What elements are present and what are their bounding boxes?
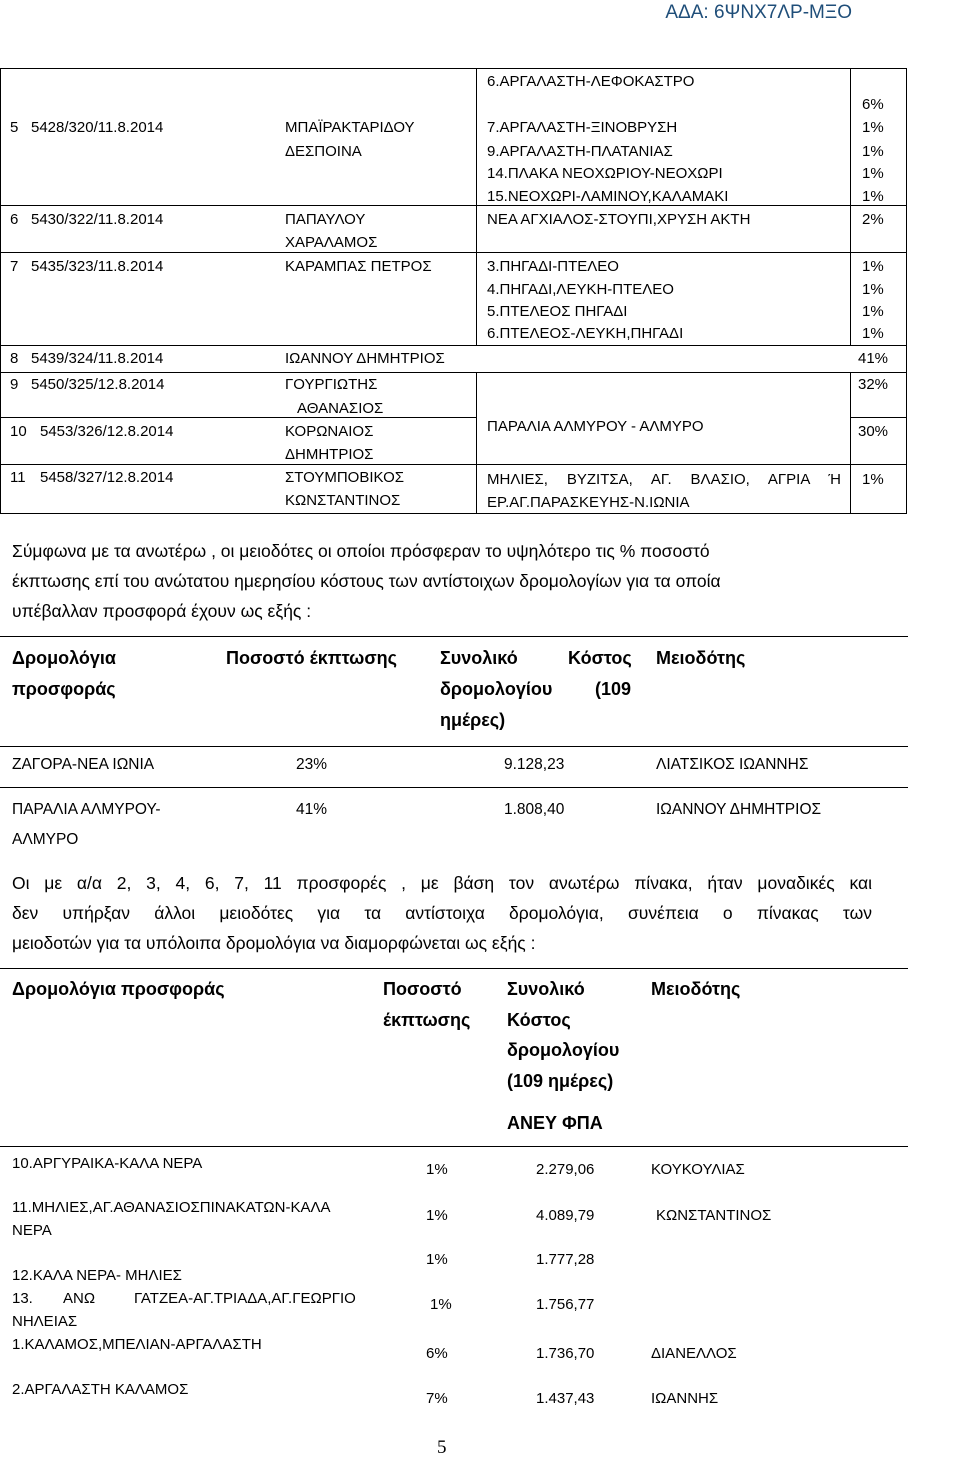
paragraph-line: έκπτωσης επί του ανώτατου ημερησίου κόστους των αντίστοιχων δρομολογίων για τα οποία: [12, 571, 721, 591]
column-header: ημέρες): [440, 710, 506, 730]
contractor-name: ΔΕΣΠΟΙΝΑ: [285, 143, 362, 160]
route-name: 3.ΠΗΓΑΔΙ-ΠΤΕΛΕΟ: [487, 258, 619, 275]
contractor-name: ΔΙΑΝΕΛΛΟΣ: [651, 1345, 737, 1362]
table-border: [906, 68, 907, 514]
discount-percent: 41%: [296, 801, 328, 818]
protocol-number: 5430/322/11.8.2014: [31, 211, 164, 228]
discount-percent: 1%: [426, 1251, 448, 1268]
route-name: ΠΑΡΑΛΙΑ ΑΛΜΥΡΟΥ - ΑΛΜΥΡΟ: [487, 418, 704, 435]
column-header: Κόστος: [507, 1010, 571, 1030]
row-number: 5: [10, 119, 19, 136]
route-name: ΜΗΛΙΕΣ, ΒΥΖΙΤΣΑ, ΑΓ. ΒΛΑΣΙΟ, ΑΓΡΙΑ Ή: [487, 471, 841, 488]
row-number: 10: [10, 423, 27, 440]
route-name: 4.ΠΗΓΑΔΙ,ΛΕΥΚΗ-ΠΤΕΛΕΟ: [487, 281, 674, 298]
column-header: Συνολικό: [507, 979, 585, 999]
page-number: 5: [437, 1437, 447, 1458]
table-border: [0, 252, 907, 253]
discount-percent: 1%: [862, 143, 884, 160]
contractor-name: ΚΩΝΣΤΑΝΤΙΝΟΣ: [656, 1207, 772, 1224]
route-name: ΝΕΑ ΑΓΧΙΑΛΟΣ-ΣΤΟΥΠΙ,ΧΡΥΣΗ ΑΚΤΗ: [487, 211, 751, 228]
protocol-number: 5458/327/12.8.2014: [40, 469, 174, 486]
discount-percent: 1%: [862, 325, 884, 342]
discount-percent: 23%: [296, 756, 328, 773]
total-cost: 1.736,70: [536, 1345, 595, 1362]
column-header: Συνολικό: [440, 648, 518, 668]
contractor-name: ΚΑΡΑΜΠΑΣ ΠΕΤΡΟΣ: [285, 258, 432, 275]
column-header: (109 ημέρες): [507, 1071, 614, 1091]
contractor-name: ΔΗΜΗΤΡΙΟΣ: [285, 446, 374, 463]
paragraph-line: Σύμφωνα με τα ανωτέρω , οι μειοδότες οι οποίοι πρόσφεραν το υψηλότερο τις % ποσοστό: [12, 541, 710, 561]
discount-percent: 7%: [426, 1390, 448, 1407]
column-header: (109: [595, 679, 632, 699]
protocol-number: 5453/326/12.8.2014: [40, 423, 174, 440]
discount-percent: 1%: [862, 188, 884, 205]
column-header: έκπτωσης: [383, 1010, 471, 1030]
route-name: ΝΗΛΕΙΑΣ: [12, 1313, 78, 1330]
route-name: 1.ΚΑΛΑΜΟΣ,ΜΠΕΛΙΑΝ-ΑΡΓΑΛΑΣΤΗ: [12, 1336, 262, 1353]
row-number: 9: [10, 376, 19, 393]
route-name: 12.ΚΑΛΑ ΝΕΡΑ- ΜΗΛΙΕΣ: [12, 1267, 182, 1284]
total-cost: 4.089,79: [536, 1207, 595, 1224]
discount-percent: 1%: [862, 119, 884, 136]
table-border: [0, 345, 907, 346]
column-header: Ποσοστό έκπτωσης: [226, 648, 397, 668]
contractor-name: ΙΩΑΝΝΗΣ: [651, 1390, 719, 1407]
total-cost: 1.756,77: [536, 1296, 595, 1313]
discount-percent: 1%: [862, 471, 884, 488]
discount-percent: 6%: [426, 1345, 448, 1362]
route-name: 2.ΑΡΓΑΛΑΣΤΗ ΚΑΛΑΜΟΣ: [12, 1381, 189, 1398]
route-name: 10.ΑΡΓΥΡΑΙΚΑ-ΚΑΛΑ ΝΕΡΑ: [12, 1155, 203, 1172]
route-name: 7.ΑΡΓΑΛΑΣΤΗ-ΞΙΝΟΒΡΥΣΗ: [487, 119, 678, 136]
protocol-number: 5450/325/12.8.2014: [31, 376, 165, 393]
table-border: [850, 68, 851, 346]
discount-percent: 6%: [862, 96, 884, 113]
protocol-number: 5428/320/11.8.2014: [31, 119, 164, 136]
discount-percent: 2%: [862, 211, 884, 228]
contractor-name: ΧΑΡΑΛΑΜΟΣ: [285, 234, 378, 251]
row-number: 8: [10, 350, 19, 367]
route-name: ΝΕΡΑ: [12, 1222, 52, 1239]
discount-percent: 1%: [862, 258, 884, 275]
table-border: [0, 746, 908, 747]
discount-percent: 1%: [426, 1161, 448, 1178]
column-header: Κόστος: [568, 648, 632, 668]
route-name: ΑΛΜΥΡΟ: [12, 831, 79, 848]
table-border: [0, 1146, 908, 1147]
route-name: 6.ΑΡΓΑΛΑΣΤΗ-ΛΕΦΟΚΑΣΤΡΟ: [487, 73, 695, 90]
contractor-name: ΑΘΑΝΑΣΙΟΣ: [297, 400, 384, 417]
total-cost: 1.437,43: [536, 1390, 595, 1407]
column-header: Μειοδότης: [651, 979, 741, 999]
route-name: 9.ΑΡΓΑΛΑΣΤΗ-ΠΛΑΤΑΝΙΑΣ: [487, 143, 673, 160]
table-border: [850, 372, 851, 514]
contractor-name: ΛΙΑΤΣΙΚΟΣ ΙΩΑΝΝΗΣ: [656, 756, 809, 773]
route-name: ΕΡ.ΑΓ.ΠΑΡΑΣΚΕΥΗΣ-Ν.ΙΩΝΙΑ: [487, 494, 690, 511]
row-number: 6: [10, 211, 19, 228]
column-header: ΑΝΕΥ ΦΠΑ: [507, 1113, 603, 1133]
discount-percent: 1%: [426, 1207, 448, 1224]
discount-percent: 32%: [858, 376, 889, 393]
row-number: 7: [10, 258, 19, 275]
discount-percent: 1%: [862, 165, 884, 182]
route-name: 15.ΝΕΟΧΩΡΙ-ΛΑΜΙΝΟΥ,ΚΑΛΑΜΑΚΙ: [487, 188, 729, 205]
contractor-name: ΚΟΥΚΟΥΛΙΑΣ: [651, 1161, 745, 1178]
total-cost: 1.777,28: [536, 1251, 595, 1268]
table-border: [476, 372, 477, 514]
contractor-name: ΣΤΟΥΜΠΟΒΙΚΟΣ: [285, 469, 405, 486]
paragraph-line: μειοδοτών για τα υπόλοιπα δρομολόγια να διαμορφώνεται ως εξής :: [12, 933, 536, 953]
table-border: [0, 68, 1, 514]
table-border: [0, 636, 908, 637]
paragraph-line: Οι με α/α 2, 3, 4, 6, 7, 11 προσφορές , με βάση τον ανωτέρω πίνακα, ήταν μοναδικές και: [12, 873, 872, 893]
table-border: [0, 968, 908, 969]
contractor-name: ΚΩΝΣΤΑΝΤΙΝΟΣ: [285, 492, 401, 509]
contractor-name: ΓΟΥΡΓΙΩΤΗΣ: [285, 376, 378, 393]
contractor-name: ΠΑΠΑΥΛΟΥ: [285, 211, 366, 228]
table-border: [0, 68, 907, 69]
protocol-number: 5439/324/11.8.2014: [31, 350, 164, 367]
contractor-name: ΜΠΑΪΡΑΚΤΑΡΙΔΟΥ: [285, 119, 415, 136]
table-border: [0, 417, 476, 418]
total-cost: 2.279,06: [536, 1161, 595, 1178]
column-header: Ποσοστό: [383, 979, 462, 999]
column-header: δρομολογίου: [440, 679, 553, 699]
table-border: [0, 787, 908, 788]
column-header: προσφοράς: [12, 679, 116, 699]
total-cost: 1.808,40: [504, 801, 565, 818]
row-number: 11: [10, 469, 26, 486]
route-name: 5.ΠΤΕΛΕΟΣ ΠΗΓΑΔΙ: [487, 303, 628, 320]
contractor-name: ΙΩΑΝΝΟΥ ΔΗΜΗΤΡΙΟΣ: [285, 350, 445, 367]
discount-percent: 1%: [430, 1296, 452, 1313]
paragraph-line: δεν υπήρξαν άλλοι μειοδότες για τα αντίστοιχα δρομολόγια, συνέπεια ο πίνακας των: [12, 903, 872, 923]
route-name: 13.: [12, 1290, 33, 1307]
discount-percent: 1%: [862, 281, 884, 298]
column-header: Μειοδότης: [656, 648, 746, 668]
column-header: δρομολογίου: [507, 1040, 620, 1060]
route-name: 11.ΜΗΛΙΕΣ,ΑΓ.ΑΘΑΝΑΣΙΟΣΠΙΝΑΚΑΤΩΝ-ΚΑΛΑ: [12, 1199, 331, 1216]
paragraph-line: υπέβαλλαν προσφορά έχουν ως εξής :: [12, 601, 312, 621]
protocol-number: 5435/323/11.8.2014: [31, 258, 164, 275]
ada-header: ΑΔΑ: 6ΨΝΧ7ΛΡ-ΜΞΟ: [665, 2, 852, 23]
discount-percent: 41%: [858, 350, 889, 367]
table-border: [0, 464, 907, 465]
column-header: Δρομολόγια: [12, 648, 116, 668]
table-border: [0, 205, 907, 206]
total-cost: 9.128,23: [504, 756, 565, 773]
route-name: 14.ΠΛΑΚΑ ΝΕΟΧΩΡΙΟΥ-ΝΕΟΧΩΡΙ: [487, 165, 723, 182]
route-name: ΠΑΡΑΛΙΑ ΑΛΜΥΡΟΥ-: [12, 801, 161, 818]
contractor-name: ΙΩΑΝΝΟΥ ΔΗΜΗΤΡΙΟΣ: [656, 801, 822, 818]
route-name: ΖΑΓΟΡΑ-ΝΕΑ ΙΩΝΙΑ: [12, 756, 155, 773]
discount-percent: 1%: [862, 303, 884, 320]
table-border: [0, 372, 907, 373]
route-name: ΓΑΤΖΕΑ-ΑΓ.ΤΡΙΑΔΑ,ΑΓ.ΓΕΩΡΓΙΟ: [134, 1290, 356, 1307]
route-name: ΑΝΩ: [63, 1290, 96, 1307]
discount-percent: 30%: [858, 423, 889, 440]
table-border: [0, 513, 907, 514]
contractor-name: ΚΟΡΩΝΑΙΟΣ: [285, 423, 374, 440]
table-border: [850, 417, 907, 418]
route-name: 6.ΠΤΕΛΕΟΣ-ΛΕΥΚΗ,ΠΗΓΑΔΙ: [487, 325, 684, 342]
table-border: [476, 68, 477, 346]
column-header: Δρομολόγια προσφοράς: [12, 979, 225, 999]
